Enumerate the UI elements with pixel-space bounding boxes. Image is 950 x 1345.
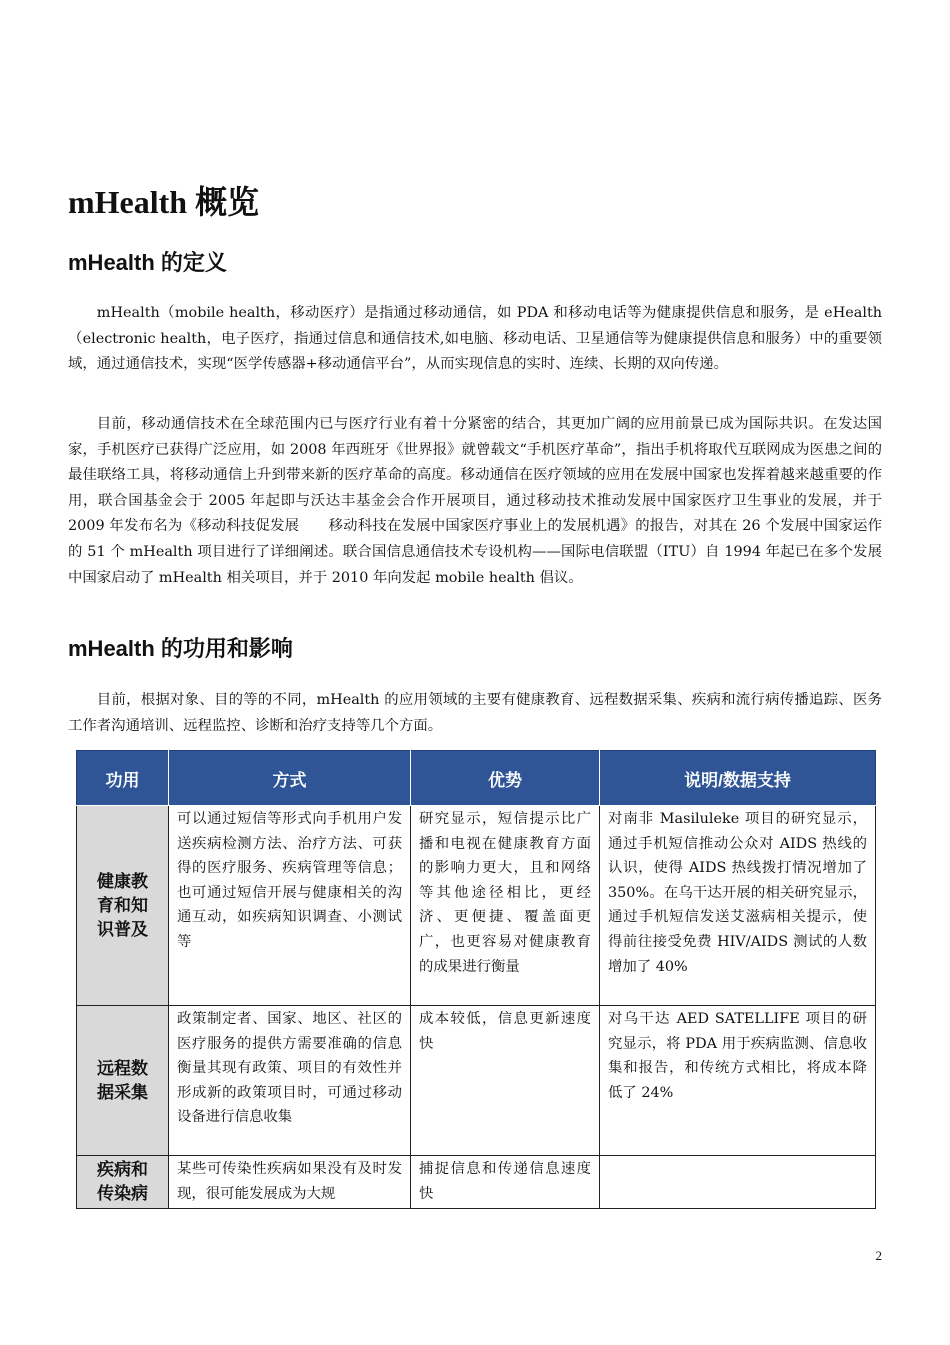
row-method: 某些可传染性疾病如果没有及时发现，很可能发展成为大规 [169,1156,411,1209]
row-method: 政策制定者、国家、地区、社区的医疗服务的提供方需要准确的信息衡量其现有政策、项目的有效性并形成新的政策项目时，可通过移动设备进行信息收集 [169,1006,411,1156]
row-category: 健康教育和知识普及 [77,806,169,1006]
section-heading-uses: mHealth 的功用和影响 [68,636,293,661]
row-advantage: 研究显示，短信提示比广播和电视在健康教育方面的影响力更大，且和网络等其他途径相比，更经济、更便捷、覆盖面更广，也更容易对健康教育的成果进行衡量 [411,806,600,1006]
table-header-evidence: 说明/数据支持 [600,751,876,806]
definition-paragraph-1: mHealth（mobile health，移动医疗）是指通过移动通信，如 PDA 和移动电话等为健康提供信息和服务，是 eHealth（electronic health，电子医疗，指通过信息和通信技术,如电脑、移动电话、卫星通信等为健康提供信息和服务）中的重要领域，通过通信技术，实现“医学传感器+移动通信平台”，从而实现信息的实时、连续、长期的双向传递。 [68,305,882,373]
table-row [77,1156,876,1209]
definition-paragraph-2: 目前，移动通信技术在全球范围内已与医疗行业有着十分紧密的结合，其更加广阔的应用前景已成为国际共识。在发达国家，手机医疗已获得广泛应用，如 2008 年西班牙《世界报》就曾载文“手机医疗革命”，指出手机将取代互联网成为医患之间的最佳联络工具，将移动通信上升到带来新的医疗革命的高度。移动通信在医疗领域的应用在发展中国家也发挥着越来越重要的作用，联合国基金会于 2005 年起即与沃达丰基金会合作开展项目，通过移动技术推动发展中国家医疗卫生事业的发展，并于 2009 年发布名为《移动科技促发展 移动科技在发展中国家医疗事业上的发展机遇》的报告，对其在 26 个发展中国家运作的 51 个 mHealth 项目进行了详细阐述。联合国信息通信技术专设机构——国际电信联盟（ITU）自 1994 年起已在多个发展中国家启动了 mHealth 相关项目，并于 2010 年向发起 mobile health 倡议。 [68,416,882,586]
table-header-method: 方式 [169,751,411,806]
table-header-row [77,751,876,806]
table-row [77,806,876,1006]
table-header-function: 功用 [77,751,169,806]
uses-intro-paragraph: 目前，根据对象、目的等的不同，mHealth 的应用领域的主要有健康教育、远程数据采集、疾病和流行病传播追踪、医务工作者沟通培训、远程监控、诊断和治疗支持等几个方面。 [68,692,882,734]
row-evidence: 对南非 Masiluleke 项目的研究显示，通过手机短信推动公众对 AIDS 热线的认识，使得 AIDS 热线拨打情况增加了 350%。在乌干达开展的相关研究显示，通过手机短信发送艾滋病相关提示，使得前往接受免费 HIV/AIDS 测试的人数增加了 40% [600,806,876,1006]
row-evidence [600,1156,876,1209]
row-method: 可以通过短信等形式向手机用户发送疾病检测方法、治疗方法、可获得的医疗服务、疾病管理等信息；也可通过短信开展与健康相关的沟通互动，如疾病知识调查、小测试等 [169,806,411,1006]
uses-table [76,750,876,1209]
row-category: 疾病和传染病 [77,1156,169,1209]
page-number: 2 [875,1248,882,1263]
section-heading-definition: mHealth 的定义 [68,250,227,275]
row-advantage: 成本较低，信息更新速度快 [411,1006,600,1156]
table-row [77,1006,876,1156]
row-evidence: 对乌干达 AED SATELLIFE 项目的研究显示，将 PDA 用于疾病监测、信息收集和报告，和传统方式相比，将成本降低了 24% [600,1006,876,1156]
document-title: mHealth 概览 [68,184,260,220]
row-advantage: 捕捉信息和传递信息速度快 [411,1156,600,1209]
table-header-advantage: 优势 [411,751,600,806]
row-category: 远程数据采集 [77,1006,169,1156]
